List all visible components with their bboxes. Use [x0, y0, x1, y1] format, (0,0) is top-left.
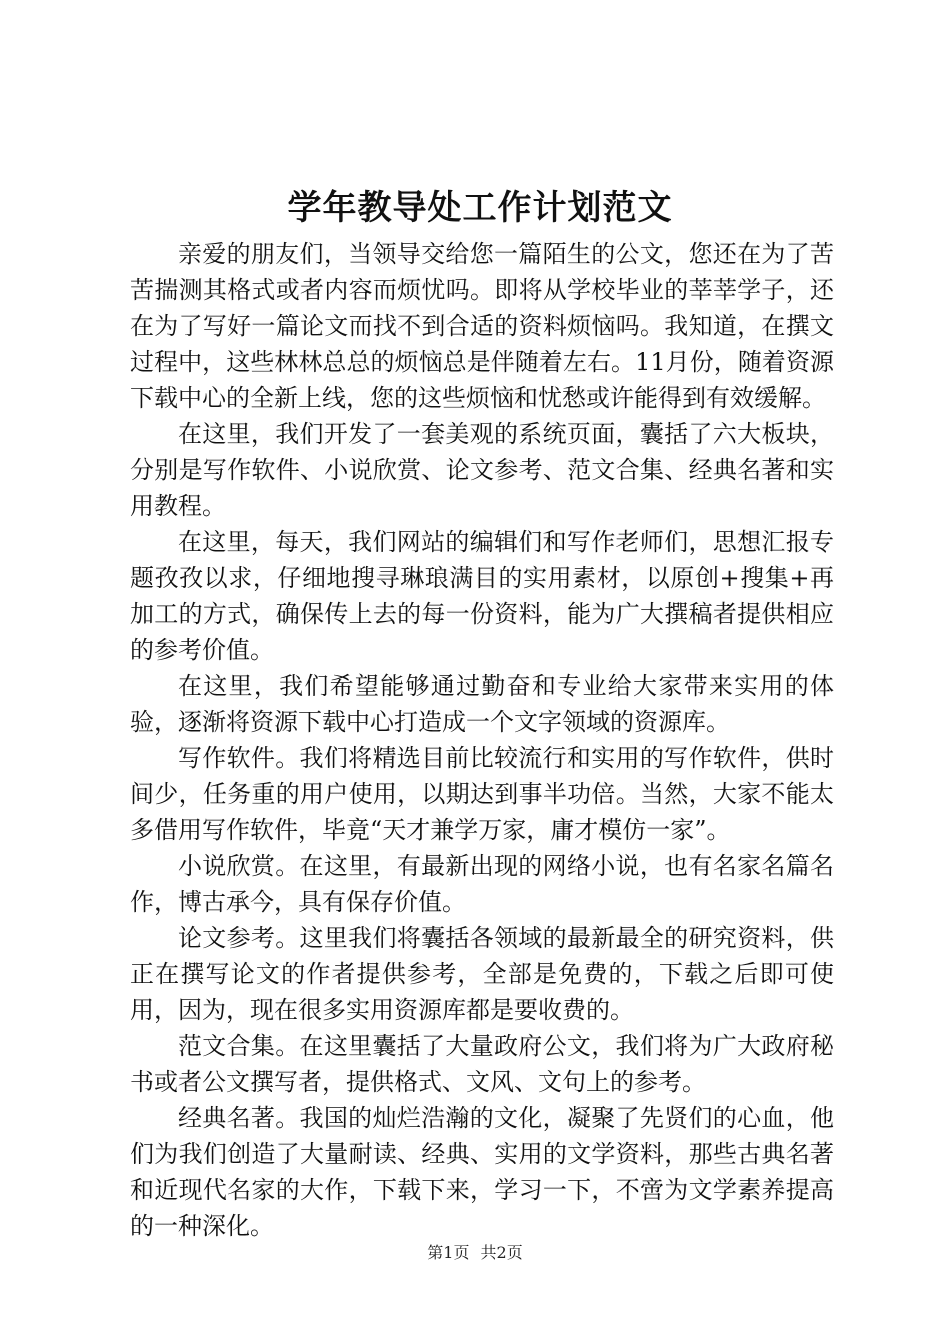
paragraph-3: 在这里，每天，我们网站的编辑们和写作老师们，思想汇报专题孜孜以求，仔细地搜寻琳琅满目的实用素材，以原创+搜集+再加工的方式，确保传上去的每一份资料，能为广大撰稿者提供相应的参考价值。 — [130, 528, 834, 664]
paragraph-7: 论文参考。这里我们将囊括各领域的最新最全的研究资料，供正在撰写论文的作者提供参考，全部是免费的，下载之后即可使用，因为，现在很多实用资源库都是要收费的。 — [130, 924, 834, 1024]
paragraph-6: 小说欣赏。在这里，有最新出现的网络小说，也有名家名篇名作，博古承今，具有保存价值。 — [130, 852, 834, 916]
paragraph-8: 范文合集。在这里囊括了大量政府公文，我们将为广大政府秘书或者公文撰写者，提供格式、文风、文句上的参考。 — [130, 1032, 834, 1096]
document-body — [130, 236, 834, 1244]
paragraph-1: 亲爱的朋友们，当领导交给您一篇陌生的公文，您还在为了苦苦揣测其格式或者内容而烦忧吗。即将从学校毕业的莘莘学子，还在为了写好一篇论文而找不到合适的资料烦恼吗。我知道，在撰文过程中，这些林林总总的烦恼总是伴随着左右。11月份，随着资源下载中心的全新上线，您的这些烦恼和忧愁或许能得到有效缓解。 — [130, 240, 834, 412]
page-number-total: 共2页 — [480, 1243, 523, 1262]
paragraph-2: 在这里，我们开发了一套美观的系统页面，囊括了六大板块，分别是写作软件、小说欣赏、论文参考、范文合集、经典名著和实用教程。 — [130, 420, 834, 520]
document-title: 学年教导处工作计划范文 — [287, 188, 673, 228]
page-footer — [0, 1242, 950, 1264]
page-number-current: 第1页 — [427, 1243, 470, 1262]
paragraph-4: 在这里，我们希望能够通过勤奋和专业给大家带来实用的体验，逐渐将资源下载中心打造成一个文字领域的资源库。 — [130, 672, 834, 736]
paragraph-9: 经典名著。我国的灿烂浩瀚的文化，凝聚了先贤们的心血，他们为我们创造了大量耐读、经典、实用的文学资料，那些古典名著和近现代名家的大作，下载下来，学习一下，不啻为文学素养提高的一种深化。 — [130, 1104, 834, 1240]
paragraph-5: 写作软件。我们将精选目前比较流行和实用的写作软件，供时间少，任务重的用户使用，以期达到事半功倍。当然，大家不能太多借用写作软件，毕竟“天才兼学万家，庸才模仿一家”。 — [130, 744, 834, 844]
